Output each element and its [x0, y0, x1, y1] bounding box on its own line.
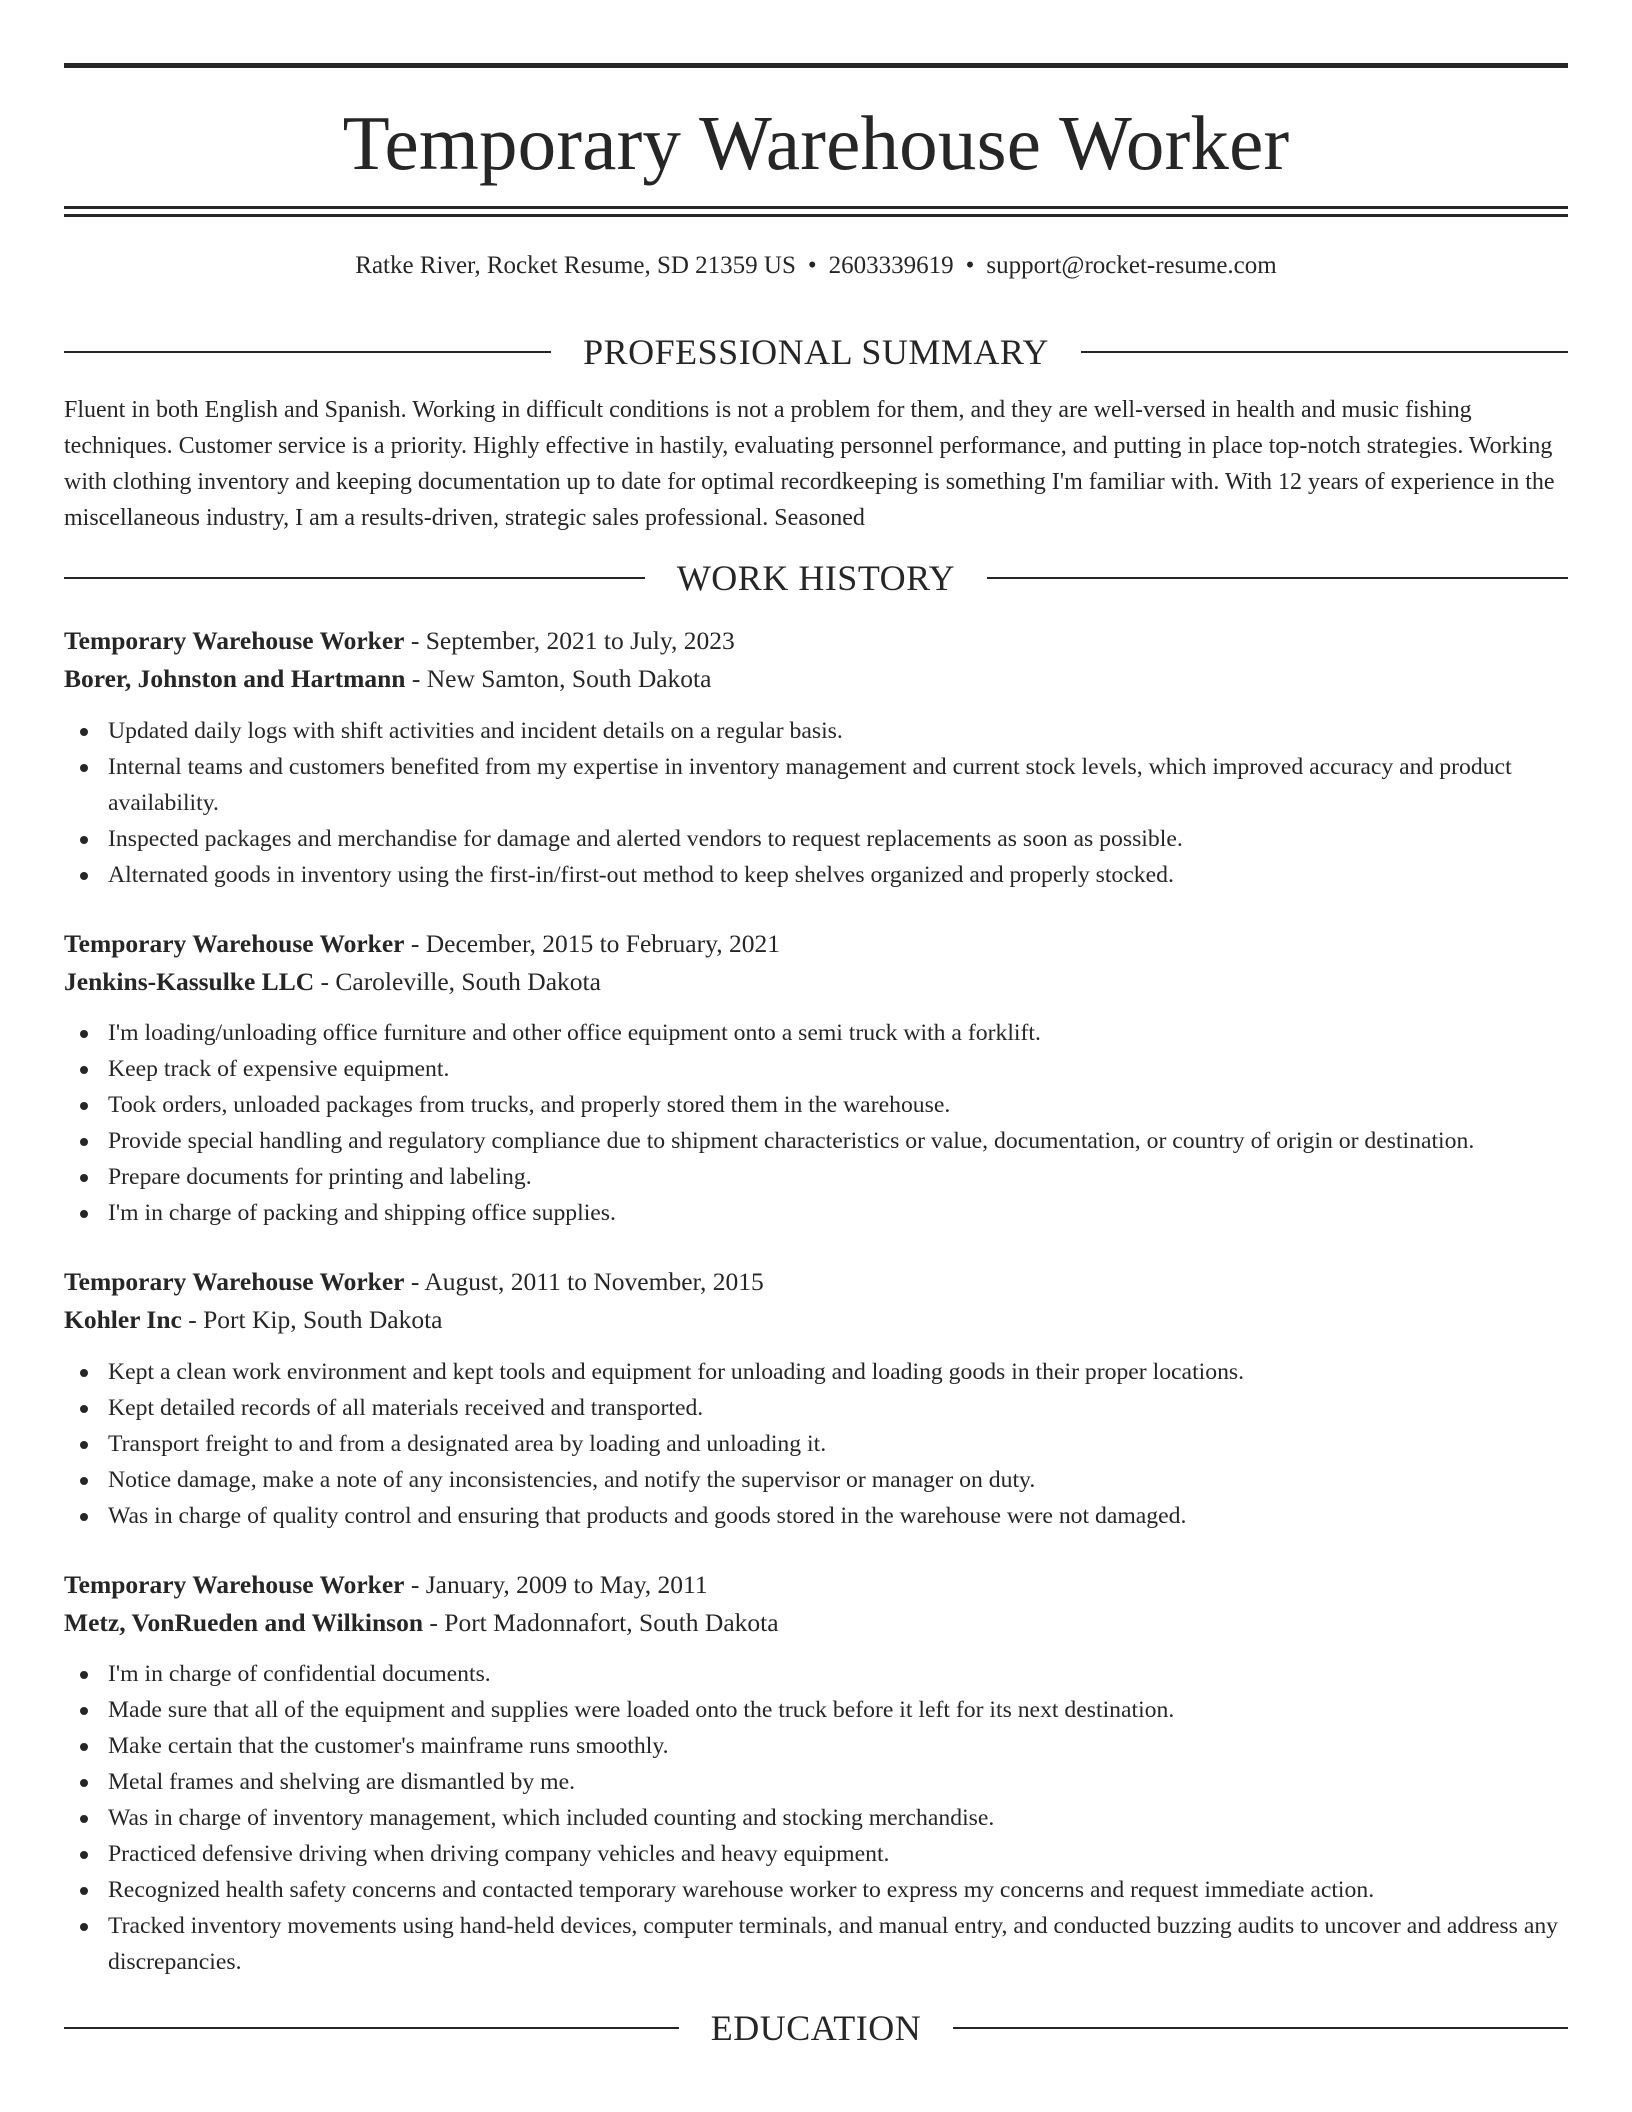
job-bullet: Updated daily logs with shift activities and incident details on a regular basis.: [64, 713, 1568, 749]
job-company: Kohler Inc: [64, 1305, 182, 1334]
job-bullet: Provide special handling and regulatory compliance due to shipment characteristics or value, documentation, or country of origin or destination.: [64, 1123, 1568, 1159]
job-bullet: Transport freight to and from a designated area by loading and unloading it.: [64, 1426, 1568, 1462]
contact-line: [64, 253, 1568, 278]
job-location: - Port Madonnafort, South Dakota: [423, 1608, 779, 1637]
top-rule: [64, 63, 1568, 68]
job-bullets: [64, 1354, 1568, 1534]
job-bullet: Was in charge of inventory management, which included counting and stocking merchandise.: [64, 1800, 1568, 1836]
section-title: EDUCATION: [710, 2008, 922, 2048]
education-section-heading: [64, 2010, 1568, 2046]
candidate-name: Temporary Warehouse Worker: [342, 100, 1290, 186]
heading-rule-right: [1081, 351, 1568, 353]
job-bullet: I'm loading/unloading office furniture and other office equipment onto a semi truck with a forklift.: [64, 1015, 1568, 1051]
job-bullet: I'm in charge of confidential documents.: [64, 1656, 1568, 1692]
job-company-line: [64, 1301, 1568, 1339]
contact-separator: •: [965, 252, 975, 279]
job-entry: [64, 925, 1568, 1231]
job-entry: [64, 1566, 1568, 1980]
job-bullet: Metal frames and shelving are dismantled by me.: [64, 1764, 1568, 1800]
job-entry: [64, 1263, 1568, 1534]
job-company-line: [64, 963, 1568, 1001]
job-company: Jenkins-Kassulke LLC: [64, 967, 315, 996]
job-bullet: Was in charge of quality control and ensuring that products and goods stored in the warehouse were not damaged.: [64, 1498, 1568, 1534]
job-bullet: Internal teams and customers benefited from my expertise in inventory management and current stock levels, which improved accuracy and product availability.: [64, 749, 1568, 821]
job-dates: - August, 2011 to November, 2015: [404, 1267, 764, 1296]
job-company: Borer, Johnston and Hartmann: [64, 664, 406, 693]
job-title: Temporary Warehouse Worker: [64, 1267, 405, 1296]
contact-address: Ratke River, Rocket Resume, SD 21359 US: [355, 252, 796, 279]
job-company-line: [64, 1604, 1568, 1642]
job-bullet: Inspected packages and merchandise for damage and alerted vendors to request replacements as soon as possible.: [64, 821, 1568, 857]
name-double-rule: [64, 206, 1568, 217]
heading-rule-left: [64, 351, 551, 353]
job-bullet: Kept detailed records of all materials received and transported.: [64, 1390, 1568, 1426]
job-bullet: Kept a clean work environment and kept tools and equipment for unloading and loading goods in their proper locations.: [64, 1354, 1568, 1390]
contact-phone: 2603339619: [828, 252, 954, 279]
job-title: Temporary Warehouse Worker: [64, 1570, 405, 1599]
job-location: - Port Kip, South Dakota: [181, 1305, 443, 1334]
job-bullet: Took orders, unloaded packages from trucks, and properly stored them in the warehouse.: [64, 1087, 1568, 1123]
job-dates: - September, 2021 to July, 2023: [404, 626, 735, 655]
job-title-line: [64, 1263, 1568, 1301]
job-bullets: [64, 1656, 1568, 1980]
job-bullet: Tracked inventory movements using hand-held devices, computer terminals, and manual entry, and conducted buzzing audits to uncover and address any discrepancies.: [64, 1908, 1568, 1980]
work-section-heading: [64, 560, 1568, 596]
job-entry: [64, 622, 1568, 893]
job-title-line: [64, 622, 1568, 660]
heading-rule-left: [64, 577, 645, 579]
job-bullet: Notice damage, make a note of any inconsistencies, and notify the supervisor or manager on duty.: [64, 1462, 1568, 1498]
job-bullets: [64, 713, 1568, 893]
job-bullet: Practiced defensive driving when driving company vehicles and heavy equipment.: [64, 1836, 1568, 1872]
heading-rule-left: [64, 2027, 679, 2029]
job-title: Temporary Warehouse Worker: [64, 626, 405, 655]
job-company: Metz, VonRueden and Wilkinson: [64, 1608, 424, 1637]
job-bullet: Made sure that all of the equipment and supplies were loaded onto the truck before it left for its next destination.: [64, 1692, 1568, 1728]
job-title: Temporary Warehouse Worker: [64, 929, 405, 958]
job-bullet: Make certain that the customer's mainframe runs smoothly.: [64, 1728, 1568, 1764]
section-title: PROFESSIONAL SUMMARY: [583, 332, 1049, 372]
job-dates: - December, 2015 to February, 2021: [404, 929, 780, 958]
resume-page: [0, 63, 1632, 2112]
job-location: - Caroleville, South Dakota: [314, 967, 601, 996]
job-title-line: [64, 1566, 1568, 1604]
job-title-line: [64, 925, 1568, 963]
job-bullet: I'm in charge of packing and shipping office supplies.: [64, 1195, 1568, 1231]
job-bullet: Prepare documents for printing and labeling.: [64, 1159, 1568, 1195]
job-bullets: [64, 1015, 1568, 1231]
contact-separator: •: [807, 252, 817, 279]
job-bullet: Keep track of expensive equipment.: [64, 1051, 1568, 1087]
job-location: - New Samton, South Dakota: [405, 664, 712, 693]
job-company-line: [64, 660, 1568, 698]
job-bullet: Alternated goods in inventory using the first-in/first-out method to keep shelves organized and properly stocked.: [64, 857, 1568, 893]
contact-email: support@rocket-resume.com: [986, 252, 1277, 279]
summary-text: Fluent in both English and Spanish. Working in difficult conditions is not a problem for them, and they are well-versed in health and music fishing techniques. Customer service is a priority. Highly effective in hastily, evaluating personnel performance, and putting in place top-notch strategies. Working with clothing inventory and keeping documentation up to date for optimal recordkeeping is something I'm familiar with. With 12 years of experience in the miscellaneous industry, I am a results-driven, strategic sales professional. Seasoned: [64, 397, 1555, 531]
section-title: WORK HISTORY: [676, 558, 956, 598]
summary-section-heading: [64, 334, 1568, 370]
heading-rule-right: [987, 577, 1568, 579]
job-bullet: Recognized health safety concerns and contacted temporary warehouse worker to express my concerns and request immediate action.: [64, 1872, 1568, 1908]
job-dates: - January, 2009 to May, 2011: [404, 1570, 708, 1599]
heading-rule-right: [953, 2027, 1568, 2029]
